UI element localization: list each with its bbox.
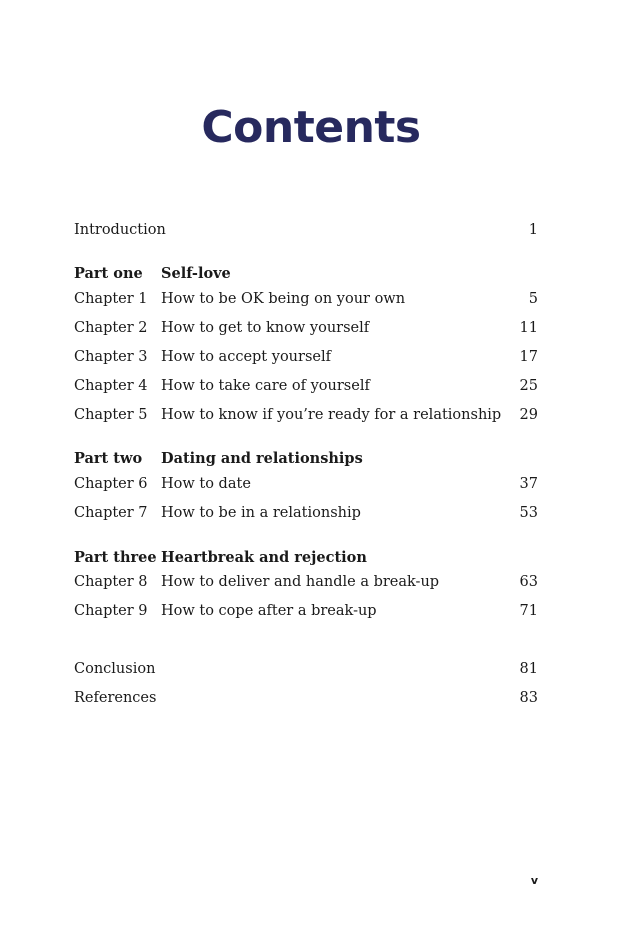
toc-page-number: 25 <box>519 378 538 394</box>
toc-entry-label: Introduction <box>74 222 166 238</box>
toc-page-number: 29 <box>519 407 538 423</box>
chapter-label: Chapter 9 <box>74 603 148 619</box>
toc-entry-label: References <box>74 690 157 706</box>
page-folio: v <box>530 874 538 887</box>
chapter-label: Chapter 7 <box>74 505 148 521</box>
toc-page-number: 63 <box>519 574 538 590</box>
chapter-title: How to deliver and handle a break-up <box>161 574 440 590</box>
chapter-title: How to take care of yourself <box>161 378 370 394</box>
toc-part-two-heading <box>74 448 538 470</box>
part-label: Part two <box>74 450 143 467</box>
toc-page-number: 11 <box>519 320 538 336</box>
toc-entry-label: Conclusion <box>74 661 156 677</box>
chapter-title: How to get to know yourself <box>161 320 370 336</box>
toc-chapter-9[interactable] <box>74 600 538 622</box>
toc-conclusion[interactable] <box>74 658 538 680</box>
toc-page-number: 81 <box>519 661 538 677</box>
chapter-title: How to date <box>161 476 251 492</box>
chapter-title: How to cope after a break-up <box>161 603 377 619</box>
toc-chapter-2[interactable] <box>74 317 538 339</box>
toc-page-number: 53 <box>519 505 538 521</box>
chapter-label: Chapter 1 <box>74 291 148 307</box>
chapter-title: How to know if you’re ready for a relationship <box>161 407 502 423</box>
toc-chapter-8[interactable] <box>74 571 538 593</box>
toc-part-one-heading <box>74 263 538 285</box>
part-label: Part three <box>74 549 157 566</box>
part-label: Part one <box>74 265 143 282</box>
toc-chapter-1[interactable] <box>74 288 538 310</box>
toc-page-number: 5 <box>528 291 538 307</box>
part-title: Self-love <box>161 265 231 282</box>
toc-chapter-5[interactable] <box>74 404 538 426</box>
toc-page-number: 71 <box>519 603 538 619</box>
chapter-label: Chapter 5 <box>74 407 148 423</box>
chapter-title: How to accept yourself <box>161 349 331 365</box>
part-title: Dating and relationships <box>161 450 363 467</box>
toc-page-number: 1 <box>528 222 538 238</box>
chapter-label: Chapter 6 <box>74 476 148 492</box>
toc-page-number: 83 <box>519 690 538 706</box>
toc-page-number: 17 <box>519 349 538 365</box>
toc-part-three-heading <box>74 547 538 569</box>
chapter-label: Chapter 8 <box>74 574 148 590</box>
chapter-title: How to be in a relationship <box>161 505 361 521</box>
chapter-label: Chapter 3 <box>74 349 148 365</box>
toc-chapter-3[interactable] <box>74 346 538 368</box>
chapter-label: Chapter 2 <box>74 320 148 336</box>
toc-references[interactable] <box>74 687 538 709</box>
toc-page-number: 37 <box>519 476 538 492</box>
toc-introduction[interactable] <box>74 219 538 241</box>
chapter-title: How to be OK being on your own <box>161 291 406 307</box>
part-title: Heartbreak and rejection <box>161 549 367 566</box>
page-title: Contents <box>201 102 421 153</box>
toc-chapter-4[interactable] <box>74 375 538 397</box>
toc-chapter-6[interactable] <box>74 473 538 495</box>
chapter-label: Chapter 4 <box>74 378 148 394</box>
toc-chapter-7[interactable] <box>74 502 538 524</box>
